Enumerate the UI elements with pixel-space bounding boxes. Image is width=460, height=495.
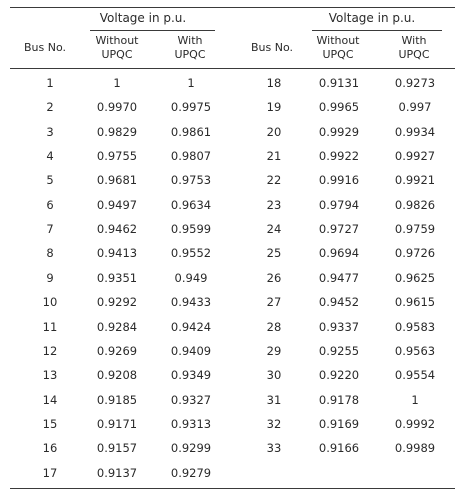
bus-no-cell: 17 [42,465,58,480]
right-with-header-line1: With [401,34,427,47]
bus-no-cell: 29 [266,343,282,358]
without-upqc-cell: 0.9178 [318,392,360,407]
bus-no-cell: 16 [42,441,58,456]
without-upqc-cell: 0.9970 [96,100,138,115]
bus-no-cell: 6 [46,197,54,212]
bus-no-cell: 22 [266,173,282,188]
with-upqc-cell: 0.9554 [394,368,436,383]
without-upqc-cell: 0.9255 [318,343,360,358]
with-upqc-cell: 0.9273 [394,76,436,90]
right-group-underline [312,30,442,31]
with-upqc-cell: 0.9279 [170,465,212,480]
without-upqc-cell: 0.9794 [318,197,360,212]
bus-no-cell: 23 [266,197,282,212]
without-upqc-cell: 0.9337 [318,319,360,334]
left-bus-no-header: Bus No. [23,41,66,54]
with-upqc-cell: 0.997 [398,100,432,115]
bus-no-cell: 13 [42,368,58,383]
left-voltage-group-heading: Voltage in p.u. [99,11,187,25]
with-upqc-cell: 0.9625 [394,270,436,285]
bus-no-cell: 14 [42,392,58,407]
bus-no-cell: 24 [266,222,282,237]
with-upqc-cell: 1 [411,392,419,407]
with-upqc-cell: 0.9583 [394,319,436,334]
bus-no-cell: 27 [266,295,282,310]
with-upqc-cell: 0.9327 [170,392,212,407]
without-upqc-cell: 0.9413 [96,246,138,261]
without-upqc-cell: 0.9755 [96,149,138,164]
without-upqc-cell: 0.9171 [96,416,138,431]
right-without-header-line2: UPQC [322,48,354,61]
bus-no-cell: 32 [266,416,282,431]
bus-no-cell: 1 [46,76,54,90]
right-bus-no-header: Bus No. [250,41,293,54]
right-with-header-line2: UPQC [398,48,430,61]
with-upqc-cell: 0.9349 [170,368,212,383]
bus-no-cell: 20 [266,124,282,139]
without-upqc-cell: 0.9694 [318,246,360,261]
with-upqc-cell: 0.9992 [394,416,436,431]
without-upqc-cell: 0.9727 [318,222,360,237]
bus-no-cell: 12 [42,343,58,358]
bus-no-cell: 5 [46,173,54,188]
bus-no-cell: 8 [46,246,54,261]
with-upqc-cell: 0.9989 [394,441,436,456]
with-upqc-cell: 0.9599 [170,222,212,237]
without-upqc-cell: 0.9829 [96,124,138,139]
with-upqc-cell: 0.9552 [170,246,212,261]
with-upqc-cell: 0.9861 [170,124,212,139]
without-upqc-cell: 0.9131 [318,76,360,90]
right-without-header-line1: Without [316,34,360,47]
without-upqc-cell: 0.9269 [96,343,138,358]
left-without-header-line1: Without [95,34,139,47]
with-upqc-cell: 0.9726 [394,246,436,261]
with-upqc-cell: 0.9921 [394,173,436,188]
with-upqc-cell: 0.9927 [394,149,436,164]
without-upqc-cell: 0.9681 [96,173,138,188]
right-voltage-group-heading: Voltage in p.u. [328,11,416,25]
without-upqc-cell: 0.9169 [318,416,360,431]
with-upqc-cell: 0.9313 [170,416,212,431]
bus-no-cell: 26 [266,270,282,285]
without-upqc-cell: 0.9477 [318,270,360,285]
without-upqc-cell: 0.9185 [96,392,138,407]
bus-no-cell: 19 [266,100,282,115]
with-upqc-cell: 0.9807 [170,149,212,164]
with-upqc-cell: 0.9634 [170,197,212,212]
with-upqc-cell: 0.9433 [170,295,212,310]
bus-no-cell: 3 [46,124,54,139]
without-upqc-cell: 0.9166 [318,441,360,456]
with-upqc-cell: 0.949 [174,270,208,285]
without-upqc-cell: 1 [113,76,121,90]
bus-no-cell: 28 [266,319,282,334]
bus-no-cell: 7 [46,222,54,237]
with-upqc-cell: 0.9615 [394,295,436,310]
bus-no-cell: 25 [266,246,282,261]
bus-no-cell: 2 [46,100,54,115]
bus-no-cell: 15 [42,416,58,431]
table-top-rule [10,7,455,8]
bus-no-cell: 18 [266,76,282,90]
left-group-underline [90,30,215,31]
bus-no-cell: 21 [266,149,282,164]
without-upqc-cell: 0.9452 [318,295,360,310]
bus-no-cell: 31 [266,392,282,407]
with-upqc-cell: 0.9299 [170,441,212,456]
without-upqc-cell: 0.9137 [96,465,138,480]
table-header-rule [10,68,455,69]
bus-no-cell: 4 [46,149,54,164]
without-upqc-cell: 0.9284 [96,319,138,334]
without-upqc-cell: 0.9157 [96,441,138,456]
without-upqc-cell: 0.9462 [96,222,138,237]
with-upqc-cell: 0.9409 [170,343,212,358]
with-upqc-cell: 0.9975 [170,100,212,115]
without-upqc-cell: 0.9916 [318,173,360,188]
bus-no-cell: 30 [266,368,282,383]
without-upqc-cell: 0.9351 [96,270,138,285]
table-bottom-rule [10,488,455,489]
with-upqc-cell: 0.9753 [170,173,212,188]
without-upqc-cell: 0.9929 [318,124,360,139]
left-with-header-line1: With [177,34,203,47]
with-upqc-cell: 0.9934 [394,124,436,139]
bus-no-cell: 9 [46,270,54,285]
without-upqc-cell: 0.9208 [96,368,138,383]
with-upqc-cell: 0.9826 [394,197,436,212]
bus-no-cell: 33 [266,441,282,456]
left-without-header-line2: UPQC [101,48,133,61]
with-upqc-cell: 0.9759 [394,222,436,237]
without-upqc-cell: 0.9965 [318,100,360,115]
bus-no-cell: 10 [42,295,58,310]
with-upqc-cell: 1 [187,76,195,90]
without-upqc-cell: 0.9922 [318,149,360,164]
bus-no-cell: 11 [42,319,58,334]
left-with-header-line2: UPQC [174,48,206,61]
with-upqc-cell: 0.9424 [170,319,212,334]
without-upqc-cell: 0.9220 [318,368,360,383]
with-upqc-cell: 0.9563 [394,343,436,358]
without-upqc-cell: 0.9292 [96,295,138,310]
without-upqc-cell: 0.9497 [96,197,138,212]
